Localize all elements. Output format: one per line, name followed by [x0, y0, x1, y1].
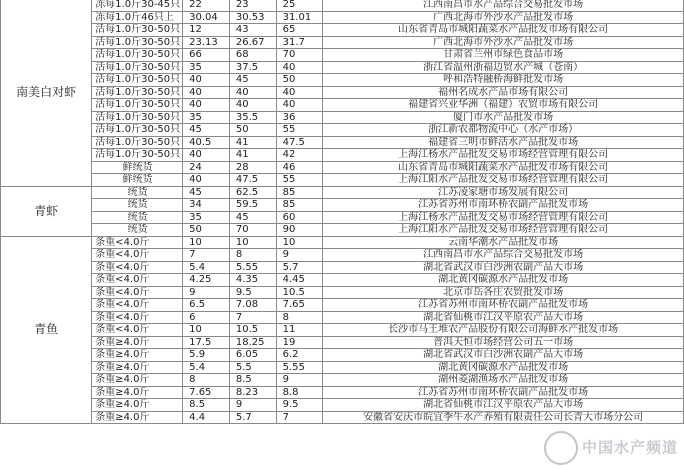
avg-price-cell: 62.5 — [229, 186, 276, 199]
high-price-cell: 70 — [276, 49, 323, 62]
low-price-cell: 45 — [183, 124, 230, 137]
table-row — [1, 399, 684, 412]
low-price-cell: 6 — [183, 311, 230, 324]
table-row — [1, 224, 684, 237]
low-price-cell: 9 — [183, 286, 230, 299]
market-cell: 江苏凌家塘市场发展有限公司 — [323, 186, 684, 199]
market-cell: 江苏省苏州市南环桥农副产品批发市场 — [323, 299, 684, 312]
high-price-cell: 5.55 — [276, 361, 323, 374]
avg-price-cell: 43 — [229, 24, 276, 37]
spec-cell: 条重≥4.0斤 — [92, 386, 183, 399]
avg-price-cell: 68 — [229, 49, 276, 62]
spec-cell: 条重<4.0斤 — [92, 286, 183, 299]
table-row — [1, 311, 684, 324]
table-row — [1, 199, 684, 212]
market-cell: 江苏省苏州市南环桥农副产品批发市场 — [323, 386, 684, 399]
market-cell: 呼和浩特融桥海鲜批发市场 — [323, 74, 684, 87]
avg-price-cell: 10.5 — [229, 324, 276, 337]
market-cell: 普洱天恒市场经营公司五一市场 — [323, 336, 684, 349]
low-price-cell: 6.5 — [183, 299, 230, 312]
high-price-cell: 8 — [276, 311, 323, 324]
high-price-cell: 36 — [276, 111, 323, 124]
market-cell: 浙江省温州浙福边贸水产城（苍南） — [323, 61, 684, 74]
table-row — [1, 299, 684, 312]
table-row — [1, 374, 684, 387]
spec-cell: 条重<4.0斤 — [92, 261, 183, 274]
spec-cell: 统货 — [92, 186, 183, 199]
market-cell: 江西南昌市水产品综合交易批发市场 — [323, 249, 684, 262]
low-price-cell: 40 — [183, 174, 230, 187]
avg-price-cell: 8 — [229, 249, 276, 262]
high-price-cell: 31.7 — [276, 36, 323, 49]
spec-cell: 活每1.0斤30-50只 — [92, 111, 183, 124]
spec-cell: 活每1.0斤30-50只 — [92, 136, 183, 149]
high-price-cell: 60 — [276, 211, 323, 224]
market-cell: 湖北省仙桃市江汉平原农产品大市场 — [323, 399, 684, 412]
table-row — [1, 361, 684, 374]
avg-price-cell: 10 — [229, 236, 276, 249]
market-cell: 长沙市马王堆农产品股份有限公司海鲜水产批发市场 — [323, 324, 684, 337]
table-row — [1, 111, 684, 124]
avg-price-cell: 70 — [229, 224, 276, 237]
low-price-cell: 45 — [183, 186, 230, 199]
market-cell: 福州名成水产品市场有限公司 — [323, 86, 684, 99]
low-price-cell: 34 — [183, 199, 230, 212]
avg-price-cell: 40 — [229, 86, 276, 99]
table-row — [1, 36, 684, 49]
watermark — [544, 431, 678, 465]
high-price-cell: 42 — [276, 149, 323, 162]
low-price-cell: 40 — [183, 149, 230, 162]
table-row — [1, 411, 684, 424]
high-price-cell: 50 — [276, 74, 323, 87]
market-cell: 湖北省仙桃市江汉平原农产品大市场 — [323, 311, 684, 324]
avg-price-cell: 5.5 — [229, 361, 276, 374]
market-cell: 福建省三明市鲜活水产品批发市场 — [323, 136, 684, 149]
market-cell: 广西北海市外沙水产品批发市场 — [323, 36, 684, 49]
avg-price-cell: 7 — [229, 311, 276, 324]
high-price-cell: 85 — [276, 199, 323, 212]
low-price-cell: 50 — [183, 224, 230, 237]
table-row — [1, 174, 684, 187]
spec-cell: 条重<4.0斤 — [92, 274, 183, 287]
market-cell: 甘肃省兰州市绿色食品市场 — [323, 49, 684, 62]
avg-price-cell: 37.5 — [229, 61, 276, 74]
low-price-cell: 8 — [183, 374, 230, 387]
low-price-cell: 5.4 — [183, 261, 230, 274]
low-price-cell: 22 — [183, 0, 230, 11]
spec-cell: 条重<4.0斤 — [92, 311, 183, 324]
table-row — [1, 0, 684, 11]
high-price-cell: 8.8 — [276, 386, 323, 399]
table-row — [1, 74, 684, 87]
high-price-cell: 9 — [276, 374, 323, 387]
low-price-cell: 30.04 — [183, 11, 230, 24]
spec-cell: 冻每1.0斤46只上 — [92, 11, 183, 24]
category-cell: 青虾 — [1, 186, 92, 236]
low-price-cell: 35 — [183, 211, 230, 224]
high-price-cell: 55 — [276, 174, 323, 187]
high-price-cell: 19 — [276, 336, 323, 349]
table-row — [1, 274, 684, 287]
table-row — [1, 324, 684, 337]
low-price-cell: 35 — [183, 111, 230, 124]
avg-price-cell: 9.5 — [229, 286, 276, 299]
market-cell: 上海江杨水产品批发交易市场经营管理有限公司 — [323, 211, 684, 224]
spec-cell: 条重<4.0斤 — [92, 299, 183, 312]
watermark-text: 中国水产频道 — [581, 438, 678, 457]
table-row — [1, 24, 684, 37]
high-price-cell: 5.7 — [276, 261, 323, 274]
avg-price-cell: 41 — [229, 136, 276, 149]
low-price-cell: 4.25 — [183, 274, 230, 287]
market-cell: 厦门市水产品批发市场 — [323, 111, 684, 124]
market-cell: 安徽省安庆市皖宜季牛水产养殖有限责任公司长青大市场分公司 — [323, 411, 684, 424]
table-row — [1, 124, 684, 137]
spec-cell: 活每1.0斤30-50只 — [92, 49, 183, 62]
spec-cell: 条重≥4.0斤 — [92, 336, 183, 349]
table-row — [1, 249, 684, 262]
high-price-cell: 10 — [276, 236, 323, 249]
market-cell: 上海江阳水产品批发交易市场经营管理有限公司 — [323, 174, 684, 187]
avg-price-cell: 40 — [229, 99, 276, 112]
low-price-cell: 5.4 — [183, 361, 230, 374]
high-price-cell: 65 — [276, 24, 323, 37]
table-row — [1, 161, 684, 174]
high-price-cell: 10.5 — [276, 286, 323, 299]
market-cell: 江苏省苏州市南环桥农副产品批发市场 — [323, 199, 684, 212]
avg-price-cell: 7.08 — [229, 299, 276, 312]
avg-price-cell: 28 — [229, 161, 276, 174]
spec-cell: 条重≥4.0斤 — [92, 411, 183, 424]
low-price-cell: 7 — [183, 249, 230, 262]
market-cell: 江西南昌市水产品综合交易批发市场 — [323, 0, 684, 11]
low-price-cell: 40 — [183, 74, 230, 87]
high-price-cell: 46 — [276, 161, 323, 174]
table-row — [1, 286, 684, 299]
low-price-cell: 35 — [183, 61, 230, 74]
globe-icon — [544, 431, 578, 465]
spec-cell: 条重≥4.0斤 — [92, 349, 183, 362]
market-cell: 山东省青岛市城阳蔬菜水产品批发市场有限公司 — [323, 24, 684, 37]
avg-price-cell: 4.35 — [229, 274, 276, 287]
high-price-cell: 25 — [276, 0, 323, 11]
high-price-cell: 6.2 — [276, 349, 323, 362]
low-price-cell: 12 — [183, 24, 230, 37]
low-price-cell: 7.65 — [183, 386, 230, 399]
high-price-cell: 40 — [276, 61, 323, 74]
market-cell: 广西北海市外沙水产品批发市场 — [323, 11, 684, 24]
avg-price-cell: 50 — [229, 124, 276, 137]
avg-price-cell: 5.7 — [229, 411, 276, 424]
spec-cell: 条重≥4.0斤 — [92, 361, 183, 374]
high-price-cell: 47.5 — [276, 136, 323, 149]
low-price-cell: 10 — [183, 324, 230, 337]
market-cell: 湖北省武汉市白沙洲农副产品大市场 — [323, 349, 684, 362]
avg-price-cell: 47.5 — [229, 174, 276, 187]
avg-price-cell: 8.23 — [229, 386, 276, 399]
high-price-cell: 31.01 — [276, 11, 323, 24]
low-price-cell: 8.5 — [183, 399, 230, 412]
low-price-cell: 4.4 — [183, 411, 230, 424]
market-cell: 山东省青岛市城阳蔬菜水产品批发市场有限公司 — [323, 161, 684, 174]
spec-cell: 鲜统货 — [92, 161, 183, 174]
spec-cell: 条重≥4.0斤 — [92, 399, 183, 412]
low-price-cell: 23.13 — [183, 36, 230, 49]
spec-cell: 活每1.0斤30-50只 — [92, 149, 183, 162]
spec-cell: 活每1.0斤30-50只 — [92, 24, 183, 37]
spec-cell: 鲜统货 — [92, 174, 183, 187]
market-cell: 浙江新农都物流中心（水产市场） — [323, 124, 684, 137]
avg-price-cell: 5.55 — [229, 261, 276, 274]
category-cell: 南美白对虾 — [1, 0, 92, 186]
avg-price-cell: 8.5 — [229, 374, 276, 387]
table-row — [1, 349, 684, 362]
market-cell: 云南华潮水产品批发市场 — [323, 236, 684, 249]
table-row — [1, 336, 684, 349]
low-price-cell: 17.5 — [183, 336, 230, 349]
spec-cell: 条重<4.0斤 — [92, 249, 183, 262]
avg-price-cell: 23 — [229, 0, 276, 11]
table-row — [1, 61, 684, 74]
avg-price-cell: 18.25 — [229, 336, 276, 349]
table-row — [1, 11, 684, 24]
low-price-cell: 10 — [183, 236, 230, 249]
spec-cell: 活每1.0斤30-50只 — [92, 74, 183, 87]
low-price-cell: 66 — [183, 49, 230, 62]
avg-price-cell: 26.67 — [229, 36, 276, 49]
market-cell: 上海江杨水产品批发交易市场经营管理有限公司 — [323, 149, 684, 162]
high-price-cell: 7.65 — [276, 299, 323, 312]
high-price-cell: 4.45 — [276, 274, 323, 287]
spec-cell: 活每1.0斤30-50只 — [92, 36, 183, 49]
spec-cell: 统货 — [92, 211, 183, 224]
avg-price-cell: 35.5 — [229, 111, 276, 124]
table-row — [1, 186, 684, 199]
market-cell: 上海江阳水产品批发交易市场经营管理有限公司 — [323, 224, 684, 237]
market-cell: 湖北黄冈碳源水产品批发市场 — [323, 361, 684, 374]
spec-cell: 条重≥4.0斤 — [92, 374, 183, 387]
high-price-cell: 9.5 — [276, 399, 323, 412]
table-row — [1, 86, 684, 99]
spec-cell: 活每1.0斤30-50只 — [92, 124, 183, 137]
spec-cell: 统货 — [92, 199, 183, 212]
low-price-cell: 5.9 — [183, 349, 230, 362]
avg-price-cell: 9 — [229, 399, 276, 412]
high-price-cell: 90 — [276, 224, 323, 237]
spec-cell: 活每1.0斤30-50只 — [92, 61, 183, 74]
market-cell: 湖北黄冈碳源水产品批发市场 — [323, 274, 684, 287]
spec-cell: 冻每1.0斤30-45只 — [92, 0, 183, 11]
high-price-cell: 7 — [276, 411, 323, 424]
high-price-cell: 85 — [276, 186, 323, 199]
high-price-cell: 40 — [276, 99, 323, 112]
table-row — [1, 49, 684, 62]
high-price-cell: 11 — [276, 324, 323, 337]
high-price-cell: 9 — [276, 249, 323, 262]
spec-cell: 统货 — [92, 224, 183, 237]
table-row — [1, 386, 684, 399]
table-row — [1, 136, 684, 149]
spec-cell: 活每1.0斤30-50只 — [92, 99, 183, 112]
high-price-cell: 55 — [276, 124, 323, 137]
market-cell: 福建省兴业华洲（福建）农贸市场有限公司 — [323, 99, 684, 112]
avg-price-cell: 6.05 — [229, 349, 276, 362]
spec-cell: 条重<4.0斤 — [92, 236, 183, 249]
market-cell: 北京市岳各庄农贸批发市场 — [323, 286, 684, 299]
avg-price-cell: 45 — [229, 211, 276, 224]
table-row — [1, 261, 684, 274]
low-price-cell: 40 — [183, 99, 230, 112]
high-price-cell: 40 — [276, 86, 323, 99]
avg-price-cell: 59.5 — [229, 199, 276, 212]
category-cell: 青鱼 — [1, 236, 92, 424]
market-cell: 湖州菱湖渔场水产品批发市场 — [323, 374, 684, 387]
low-price-cell: 40.5 — [183, 136, 230, 149]
market-cell: 湖北省武汉市白沙洲农副产品大市场 — [323, 261, 684, 274]
table-row — [1, 211, 684, 224]
table-row — [1, 149, 684, 162]
avg-price-cell: 41 — [229, 149, 276, 162]
low-price-cell: 40 — [183, 86, 230, 99]
table-row — [1, 236, 684, 249]
table-row — [1, 99, 684, 112]
avg-price-cell: 30.53 — [229, 11, 276, 24]
low-price-cell: 24 — [183, 161, 230, 174]
spec-cell: 活每1.0斤30-50只 — [92, 86, 183, 99]
spec-cell: 条重<4.0斤 — [92, 324, 183, 337]
avg-price-cell: 45 — [229, 74, 276, 87]
